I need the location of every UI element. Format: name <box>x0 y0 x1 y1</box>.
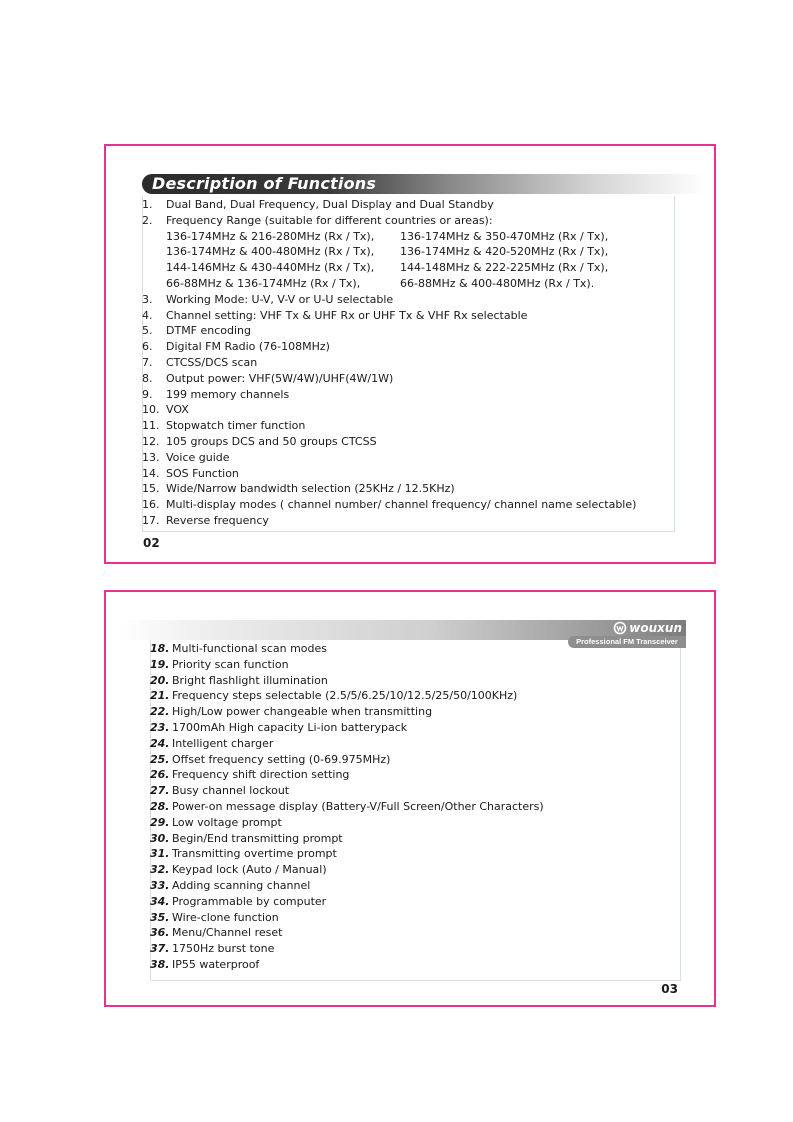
item-text: 199 memory channels <box>166 387 290 401</box>
item-text: CTCSS/DCS scan <box>166 355 258 369</box>
freq-range: 136-174MHz & 350-470MHz (Rx / Tx), <box>400 229 609 243</box>
freq-range: 144-148MHz & 222-225MHz (Rx / Tx), <box>400 261 609 275</box>
item-number: 33. <box>150 878 170 892</box>
list-item <box>150 894 680 910</box>
list-item <box>142 292 672 308</box>
brand-tagline: Professional FM Transceiver <box>568 636 686 648</box>
item-number: 36. <box>150 926 170 940</box>
item-text: 1700mAh High capacity Li-ion batterypack <box>172 720 408 734</box>
list-item <box>142 481 672 497</box>
list-item <box>142 387 672 403</box>
list-item <box>142 450 672 466</box>
item-number: 22. <box>150 705 170 719</box>
item-number: 21. <box>150 689 170 703</box>
page-panel-03 <box>104 590 716 1007</box>
list-item <box>150 799 680 815</box>
item-text: Low voltage prompt <box>172 815 282 829</box>
list-item <box>150 925 680 941</box>
list-item <box>142 466 672 482</box>
item-number: 11. <box>142 419 160 433</box>
item-number: 29. <box>150 815 170 829</box>
item-text: Transmitting overtime prompt <box>172 847 337 861</box>
item-text: Adding scanning channel <box>172 878 311 892</box>
item-number: 14. <box>142 466 160 480</box>
list-item <box>150 720 680 736</box>
item-text: Priority scan function <box>172 657 289 671</box>
item-text: SOS Function <box>166 466 239 480</box>
item-text: Programmable by computer <box>172 894 327 908</box>
item-text: Begin/End transmitting prompt <box>172 831 343 845</box>
list-item <box>150 831 680 847</box>
list-item <box>142 497 672 513</box>
list-item <box>142 355 672 371</box>
item-number: 20. <box>150 673 170 687</box>
item-number: 38. <box>150 957 170 971</box>
list-item <box>150 641 680 657</box>
item-text: Keypad lock (Auto / Manual) <box>172 863 327 877</box>
function-list <box>142 197 672 529</box>
list-item <box>142 434 672 450</box>
page-number: 03 <box>661 982 678 996</box>
list-item <box>150 862 680 878</box>
item-text: Menu/Channel reset <box>172 926 283 940</box>
item-text: Working Mode: U-V, V-V or U-U selectable <box>166 292 394 306</box>
item-text: Multi-display modes ( channel number/ channel frequency/ channel name selectable) <box>166 498 637 512</box>
list-item <box>142 308 672 324</box>
section-title-bar <box>142 174 705 194</box>
item-number: 32. <box>150 863 170 877</box>
list-item <box>150 957 680 973</box>
page-panel-02 <box>104 144 716 564</box>
list-item <box>150 657 680 673</box>
item-number: 19. <box>150 657 170 671</box>
item-text: Frequency steps selectable (2.5/5/6.25/10/12.5/25/50/100KHz) <box>172 689 518 703</box>
freq-range: 136-174MHz & 420-520MHz (Rx / Tx), <box>400 245 609 259</box>
item-text: Busy channel lockout <box>172 784 290 798</box>
item-number: 15. <box>142 482 160 496</box>
list-item <box>150 846 680 862</box>
item-text: Channel setting: VHF Tx & UHF Rx or UHF Tx & VHF Rx selectable <box>166 308 528 322</box>
item-text: Power-on message display (Battery-V/Full Screen/Other Characters) <box>172 799 544 813</box>
brand-name: wouxun <box>629 621 682 635</box>
list-item <box>150 673 680 689</box>
item-text: Stopwatch timer function <box>166 419 306 433</box>
item-number: 17. <box>142 513 160 527</box>
list-item <box>150 704 680 720</box>
item-number: 7. <box>142 355 153 369</box>
item-number: 12. <box>142 434 160 448</box>
item-text: IP55 waterproof <box>172 957 260 971</box>
list-item <box>150 815 680 831</box>
item-text: VOX <box>166 403 189 417</box>
item-number: 1. <box>142 198 153 211</box>
function-list <box>150 641 680 973</box>
item-text: Reverse frequency <box>166 513 269 527</box>
page-number: 02 <box>143 536 160 550</box>
freq-range: 66-88MHz & 400-480MHz (Rx / Tx). <box>400 276 595 290</box>
list-item <box>150 910 680 926</box>
frequency-range-grid <box>142 229 672 292</box>
item-number: 5. <box>142 324 153 338</box>
list-item <box>142 213 672 229</box>
list-item <box>150 767 680 783</box>
item-text: Wide/Narrow bandwidth selection (25KHz / 12.5KHz) <box>166 482 455 496</box>
list-item <box>150 941 680 957</box>
list-item <box>142 197 672 213</box>
item-number: 18. <box>150 642 170 655</box>
list-item <box>142 371 672 387</box>
item-number: 23. <box>150 720 170 734</box>
section-title: Description of Functions <box>152 174 377 193</box>
item-text: Digital FM Radio (76-108MHz) <box>166 340 330 354</box>
freq-range: 66-88MHz & 136-174MHz (Rx / Tx), <box>166 276 361 290</box>
list-item <box>150 736 680 752</box>
item-text: Voice guide <box>166 450 230 464</box>
list-item <box>142 339 672 355</box>
item-number: 8. <box>142 371 153 385</box>
item-text: Dual Band, Dual Frequency, Dual Display and Dual Standby <box>166 198 494 211</box>
item-number: 24. <box>150 736 170 750</box>
item-text: Multi-functional scan modes <box>172 642 327 655</box>
list-item <box>142 513 672 529</box>
item-number: 30. <box>150 831 170 845</box>
item-number: 27. <box>150 784 170 798</box>
list-item <box>150 752 680 768</box>
item-text: 1750Hz burst tone <box>172 942 275 956</box>
item-number: 25. <box>150 752 170 766</box>
item-text: Wire-clone function <box>172 910 279 924</box>
wouxun-logo-icon <box>613 621 627 635</box>
list-item <box>150 783 680 799</box>
item-text: Frequency shift direction setting <box>172 768 350 782</box>
item-number: 28. <box>150 799 170 813</box>
item-text: Bright flashlight illumination <box>172 673 328 687</box>
item-number: 16. <box>142 498 160 512</box>
list-item <box>142 323 672 339</box>
item-text: Intelligent charger <box>172 736 274 750</box>
list-item <box>142 418 672 434</box>
item-number: 34. <box>150 894 170 908</box>
item-number: 3. <box>142 292 153 306</box>
item-text: Frequency Range (suitable for different countries or areas): <box>166 213 493 227</box>
item-number: 9. <box>142 387 153 401</box>
item-number: 2. <box>142 213 153 227</box>
list-item <box>142 402 672 418</box>
item-number: 37. <box>150 942 170 956</box>
item-number: 4. <box>142 308 153 322</box>
brand-logo <box>613 620 682 636</box>
freq-range: 136-174MHz & 216-280MHz (Rx / Tx), <box>166 229 375 243</box>
item-text: 105 groups DCS and 50 groups CTCSS <box>166 434 377 448</box>
item-number: 35. <box>150 910 170 924</box>
item-text: Offset frequency setting (0-69.975MHz) <box>172 752 391 766</box>
list-item <box>150 878 680 894</box>
freq-range: 144-146MHz & 430-440MHz (Rx / Tx), <box>166 261 375 275</box>
item-text: High/Low power changeable when transmitting <box>172 705 433 719</box>
list-item <box>150 688 680 704</box>
item-number: 13. <box>142 450 160 464</box>
item-number: 26. <box>150 768 170 782</box>
item-number: 6. <box>142 340 153 354</box>
item-number: 10. <box>142 403 160 417</box>
item-number: 31. <box>150 847 170 861</box>
item-text: DTMF encoding <box>166 324 252 338</box>
freq-range: 136-174MHz & 400-480MHz (Rx / Tx), <box>166 245 375 259</box>
item-text: Output power: VHF(5W/4W)/UHF(4W/1W) <box>166 371 394 385</box>
